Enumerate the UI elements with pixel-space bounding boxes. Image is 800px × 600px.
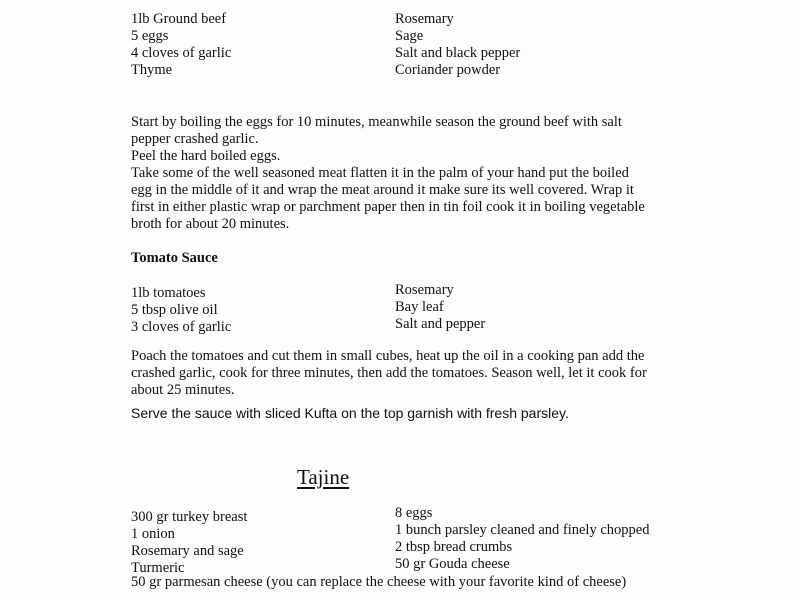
ingredient-item: 5 eggs <box>131 28 169 44</box>
ingredient-item: Sage <box>395 28 424 44</box>
tomato-sauce-heading: Tomato Sauce <box>131 250 218 266</box>
ingredient-item: Thyme <box>131 62 173 78</box>
ingredient-item: 1lb tomatoes <box>131 285 206 301</box>
ingredient-item: Rosemary <box>395 11 454 27</box>
tomato-sauce-ingredients-right <box>395 282 485 333</box>
instruction-line: Poach the tomatoes and cut them in small cubes, heat up the oil in a cooking pan add the <box>131 348 645 364</box>
instruction-line: egg in the middle of it and wrap the meat around it make sure its well covered. Wrap it <box>131 182 634 198</box>
ingredient-item: Salt and pepper <box>395 316 486 332</box>
serve-note: Serve the sauce with sliced Kufta on the top garnish with fresh parsley. <box>131 405 569 421</box>
ingredient-item: Coriander powder <box>395 62 501 78</box>
ingredient-item: 3 cloves of garlic <box>131 319 232 335</box>
kufta-instructions <box>131 114 671 233</box>
ingredient-item: Bay leaf <box>395 299 444 315</box>
tomato-sauce-instructions <box>131 348 671 399</box>
tajine-ingredients-right <box>395 505 649 573</box>
tajine-title: Tajine <box>297 465 350 489</box>
ingredient-item: 50 gr Gouda cheese <box>395 556 510 572</box>
kufta-ingredients-right <box>395 11 520 79</box>
ingredient-item: Turmeric <box>131 560 185 576</box>
ingredient-item: 8 eggs <box>395 505 433 521</box>
tomato-sauce-ingredients-left <box>131 285 231 336</box>
ingredient-item: Rosemary <box>395 282 454 298</box>
instruction-line: broth for about 20 minutes. <box>131 216 290 232</box>
ingredient-item: 4 cloves of garlic <box>131 45 232 61</box>
instruction-line: crashed garlic, cook for three minutes, then add the tomatoes. Season well, let it cook for <box>131 365 647 381</box>
tajine-cheese-line: 50 gr parmesan cheese (you can replace the cheese with your favorite kind of cheese) <box>131 574 627 590</box>
instruction-line: pepper crashed garlic. <box>131 131 259 147</box>
ingredient-item: Rosemary and sage <box>131 543 244 559</box>
instruction-line: first in either plastic wrap or parchment paper then in tin foil cook it in boiling vegetable <box>131 199 645 215</box>
ingredient-item: 5 tbsp olive oil <box>131 302 218 318</box>
instruction-line: Start by boiling the eggs for 10 minutes, meanwhile season the ground beef with salt <box>131 114 622 130</box>
ingredient-item: 1lb Ground beef <box>131 11 227 27</box>
instruction-line: Take some of the well seasoned meat flatten it in the palm of your hand put the boiled <box>131 165 629 181</box>
kufta-ingredients-left <box>131 11 231 79</box>
instruction-line: Peel the hard boiled eggs. <box>131 148 281 164</box>
ingredient-item: 300 gr turkey breast <box>131 509 248 525</box>
ingredient-item: 1 onion <box>131 526 175 542</box>
ingredient-item: 2 tbsp bread crumbs <box>395 539 513 555</box>
ingredient-item: 1 bunch parsley cleaned and finely chopped <box>395 522 650 538</box>
instruction-line: about 25 minutes. <box>131 382 235 398</box>
ingredient-item: Salt and black pepper <box>395 45 521 61</box>
tajine-ingredients-left <box>131 509 247 577</box>
